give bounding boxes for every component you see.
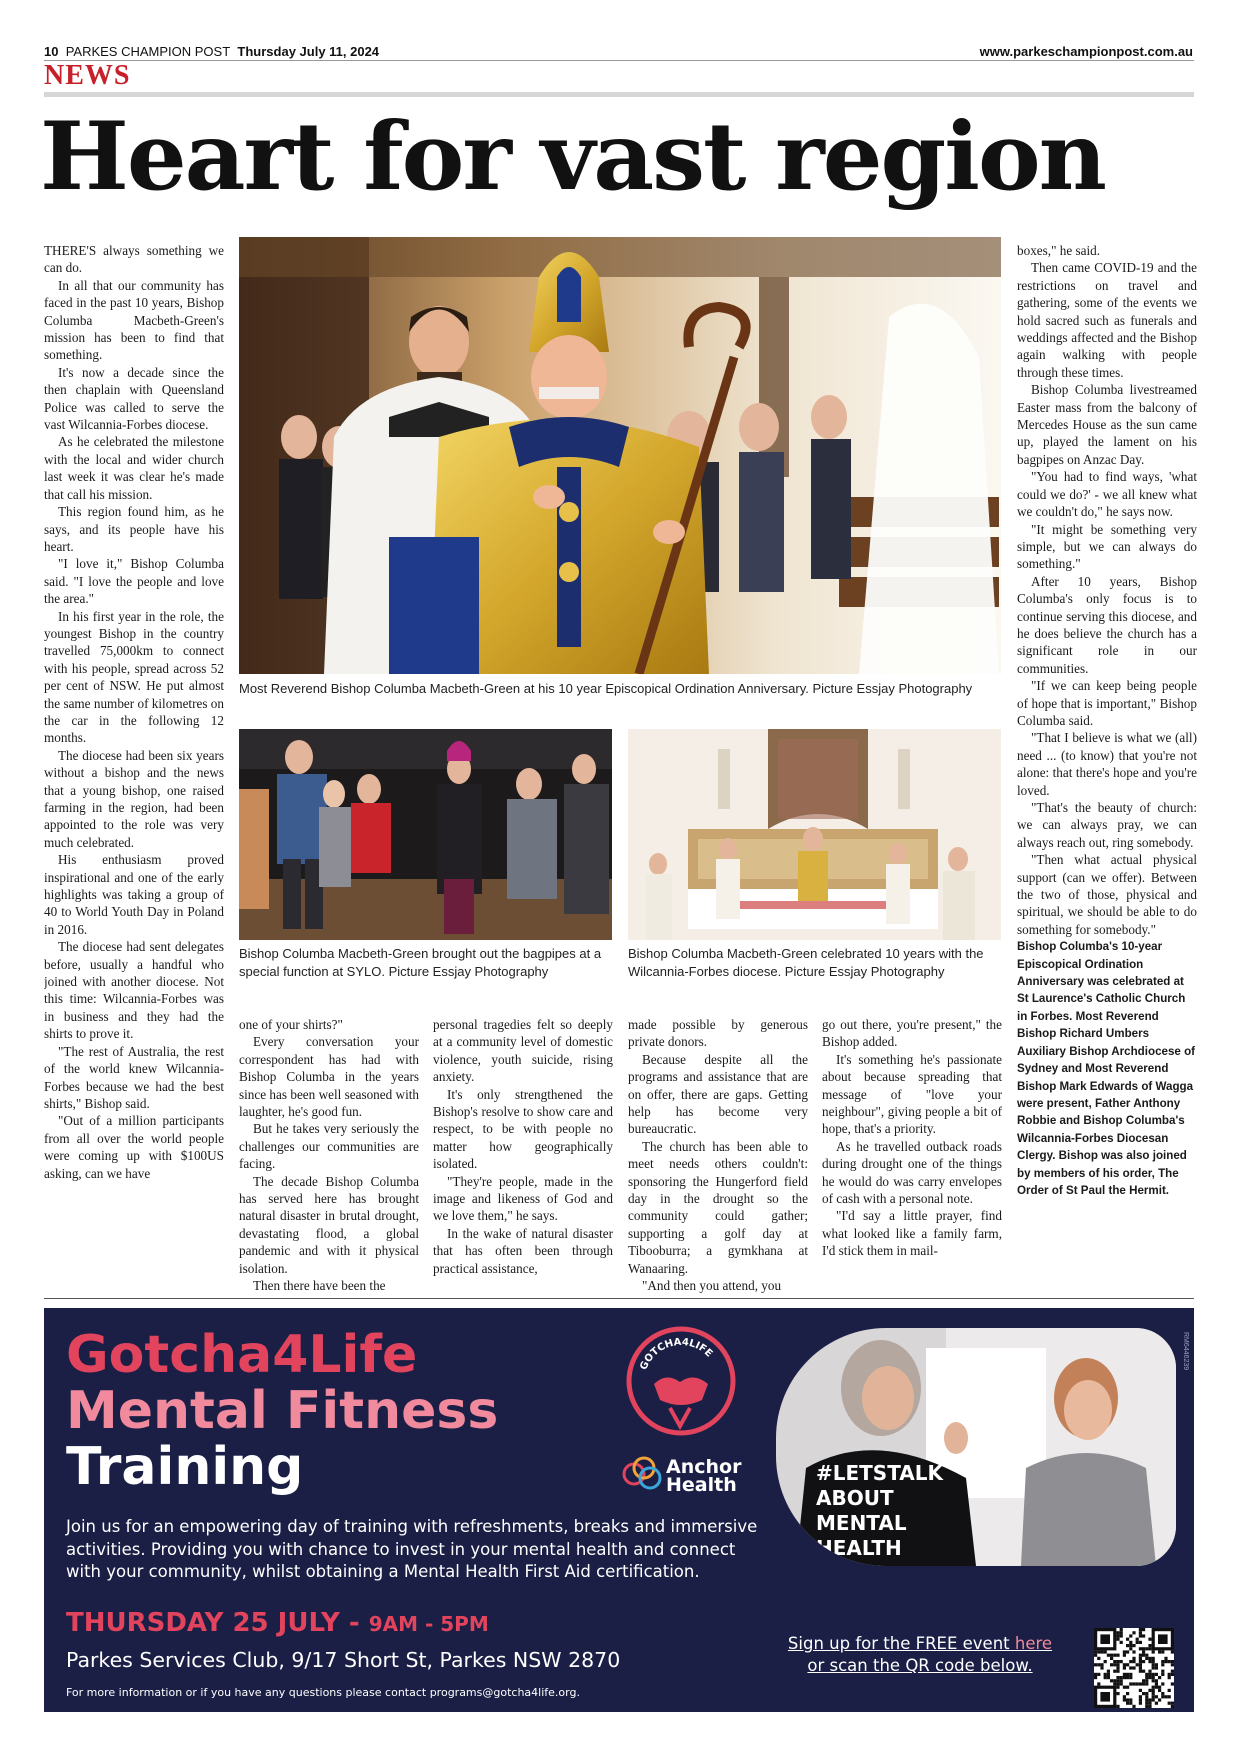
article-paragraph: Because despite all the programs and assistance that are on offer, there are gaps. Getting help has become very bureaucratic.	[628, 1051, 808, 1137]
main-photo-caption: Most Reverend Bishop Columba Macbeth-Green at his 10 year Episcopical Ordination Anniversary. Picture Essjay Photography	[239, 681, 973, 696]
anchor-health-line-2: Health	[666, 1474, 737, 1496]
article-paragraph: made possible by generous private donors.	[628, 1017, 808, 1050]
gotcha4life-advertisement	[44, 1308, 1194, 1712]
anchor-health-logo-icon	[620, 1456, 664, 1492]
signup-here-link[interactable]: here	[1014, 1634, 1053, 1653]
church-altar-image	[628, 729, 1001, 940]
article-paragraph: In his first year in the role, the youngest Bishop in the country travelled 75,000km to connect with his people, spread across 52 per cent of NSW. He put almost the same number of kilometres on the car in the following 12 months.	[44, 608, 224, 746]
article-paragraph: As he travelled outback roads during drought one of the things he would do was carry envelopes of cash with a personal note.	[822, 1138, 1002, 1207]
article-paragraph: It's something he's passionate about because spreading that message of "love your neighbour", giving people a bit of hope, that's a priority.	[822, 1051, 1002, 1137]
article-column-6	[1017, 242, 1197, 1294]
issue-date: Thursday July 11, 2024	[237, 44, 380, 59]
article-paragraph: Bishop Columba livestreamed Easter mass from the balcony of Mercedes House as the sun came up, played the lament on his bagpipes on Anzac Day.	[1017, 382, 1197, 467]
shirt-line-4: HEALTH	[816, 1536, 902, 1560]
signup-text: Sign up for the FREE event	[787, 1634, 1015, 1653]
article-paragraph: "The rest of Australia, the rest of the world knew Wilcannia-Forbes because we had the best shirts," Bishop said.	[44, 1043, 224, 1111]
article-paragraph: But he takes very seriously the challenges our communities are facing.	[239, 1121, 419, 1172]
main-photo	[239, 237, 1001, 674]
article-paragraph: THERE'S always something we can do.	[44, 243, 224, 276]
shirt-line-2: ABOUT	[816, 1486, 894, 1510]
article-paragraph: boxes," he said.	[1017, 243, 1101, 258]
shirt-line-1: #LETSTALK	[816, 1461, 944, 1485]
page-header	[44, 44, 379, 59]
article-paragraph: After 10 years, Bishop Columba's only focus is to continue serving this diocese, and he does believe the church has a significant role in our communities.	[1017, 573, 1197, 676]
website-url: www.parkeschampionpost.com.au	[979, 44, 1193, 59]
ad-title-line-1: Gotcha4Life	[66, 1325, 418, 1385]
sidebar-note: Bishop Columba's 10-year Episcopical Ordination Anniversary was celebrated at St Laurence's Catholic Church in Forbes. Most Reverend Bishop Richard Umbers Auxiliary Bishop Archdiocese of Sydney and Most Reverend Bishop Mark Edwards of Wagga were present, Father Anthony Robbie and Bishop Columba's Wilcannia-Forbes Diocesan Clergy. Bishop was also joined by members of his order, The Order of St Paul the Hermit.	[1017, 940, 1196, 1197]
event-date	[66, 1608, 489, 1638]
article-paragraph: one of your shirts?"	[239, 1017, 343, 1032]
event-day: THURSDAY 25 JULY -	[66, 1608, 369, 1638]
mental-health-training-image	[776, 1328, 1176, 1566]
altar-photo-caption: Bishop Columba Macbeth-Green celebrated 10 years with the Wilcannia-Forbes diocese. Picture Essjay Photography	[628, 946, 984, 979]
article-column-5	[822, 1016, 1002, 1296]
header-rule	[44, 60, 1194, 61]
anchor-health-wordmark	[666, 1458, 741, 1494]
article-paragraph: personal tragedies felt so deeply at a community level of domestic violence, youth suicide, rising anxiety.	[433, 1017, 613, 1085]
event-venue: Parkes Services Club, 9/17 Short St, Parkes NSW 2870	[66, 1648, 621, 1672]
article-paragraph: "That I believe is what we (all) need ... (to know) that you're not alone: that there's hope and you're loved.	[1017, 730, 1197, 798]
article-paragraph: As he celebrated the milestone with the local and wider church last week it was clear he's made that call his mission.	[44, 434, 224, 502]
anchor-health-line-1: Anchor	[666, 1456, 742, 1478]
article-paragraph: The church has been able to meet needs others couldn't: sponsoring the Hungerford field day in the drought so the community could gather; supporting a golf day at Tibooburra; a gymkhana at Wanaaring.	[628, 1138, 808, 1276]
altar-photo	[628, 729, 1001, 940]
article-paragraph: "It might be something very simple, but we can always do something."	[1017, 521, 1197, 572]
ad-title-line-3: Training	[66, 1437, 304, 1497]
article-paragraph: "And then you attend, you	[642, 1278, 782, 1294]
qr-code-icon[interactable]	[1094, 1628, 1174, 1708]
article-paragraph: His enthusiasm proved inspirational and one of the early highlights was taking a group of 40 to World Youth Day in Poland in 2016.	[44, 852, 224, 937]
article-paragraph: Then came COVID-19 and the restrictions on travel and gathering, some of the events we hold sacred such as funerals and weddings affected and the Bishop again walking with people through these times.	[1017, 260, 1197, 380]
article-paragraph: It's now a decade since the then chaplain with Queensland Police was called to serve the vast Wilcannia-Forbes diocese.	[44, 364, 224, 433]
article-paragraph: "If we can keep being people of hope that is important," Bishop Columba said.	[1017, 678, 1197, 728]
signup-link[interactable]	[770, 1633, 1070, 1677]
logo-arc-text: GOTCHA4LIFE	[638, 1336, 715, 1372]
article-paragraph: It's only strengthened the Bishop's resolve to show care and respect, to be with people no matter how geographically isolated.	[433, 1086, 613, 1172]
article-paragraph: The decade Bishop Columba has served here has brought natural disaster in brutal drought, devastating flood, a global pandemic and with it physical isolation.	[239, 1173, 419, 1276]
shirt-line-3: MENTAL	[816, 1511, 907, 1535]
publication-name: PARKES CHAMPION POST	[65, 44, 231, 59]
gotcha4life-logo-icon	[622, 1322, 740, 1440]
bagpipes-photo-caption: Bishop Columba Macbeth-Green brought out the bagpipes at a special function at SYLO. Picture Essjay Photography	[239, 946, 602, 979]
article-paragraph: In the wake of natural disaster that has often been through practical assistance,	[433, 1225, 613, 1276]
function-crowd-image	[239, 729, 612, 940]
ad-photo	[776, 1328, 1176, 1566]
section-rule	[44, 92, 1194, 97]
article-paragraph: "I'd say a little prayer, find what looked like a family farm, I'd stick them in mail-	[822, 1208, 1002, 1259]
article-paragraph: "They're people, made in the image and likeness of God and we love them," he says.	[433, 1173, 613, 1224]
article-paragraph: This region found him, as he says, and its people have his heart.	[44, 504, 224, 554]
article-paragraph: "Then what actual physical support (can we offer). Between the two of those, physical and spiritual, we should be able to do something for somebody."	[1017, 852, 1197, 937]
article-paragraph: Then there have been the	[253, 1278, 386, 1294]
ad-description: Join us for an empowering day of training with refreshments, breaks and immersive activities. Providing you with chance to invest in your mental health and connect with your community, whilst obtaining a Mental Health First Aid certification.	[66, 1517, 758, 1581]
page-number: 10	[44, 44, 59, 59]
article-column-3	[433, 1016, 613, 1296]
article-paragraph: The diocese had sent delegates before, usually a handful who joined with another diocese. Not this time: Wilcannia-Forbes was in business and they had the shirts to prove it.	[44, 939, 224, 1042]
article-column-2	[239, 1016, 419, 1296]
event-time: 9AM - 5PM	[368, 1612, 489, 1636]
article-paragraph: "Out of a million participants from all over the world people were coming up with $100US asking, can we have	[44, 1113, 224, 1181]
article-paragraph: go out there, you're present," the Bishop added.	[822, 1017, 1002, 1050]
article-paragraph: In all that our community has faced in the past 10 years, Bishop Columba Macbeth-Green's mission has been to find that something.	[44, 277, 224, 363]
bishop-ceremony-image	[239, 237, 1001, 674]
ad-code-wrap	[1182, 1332, 1192, 1392]
article-paragraph: "You had to find ways, 'what could we do?' - we all knew what we couldn't do," he says now.	[1017, 469, 1197, 520]
article-paragraph: "That's the beauty of church: we can always pray, we can always reach out, ring somebody.	[1017, 800, 1197, 850]
article-column-1	[44, 242, 224, 1292]
contact-info: For more information or if you have any questions please contact programs@gotcha4life.org.	[66, 1686, 580, 1699]
article-paragraph: The diocese had been six years without a bishop and the news that a young bishop, one raised farming in the region, had been appointed to the role was very much celebrated.	[44, 747, 224, 850]
ad-code: RM6446239	[1182, 1332, 1189, 1371]
article-paragraph: "I love it," Bishop Columba said. "I love the people and love the area."	[44, 556, 224, 607]
bagpipes-photo	[239, 729, 612, 940]
article-paragraph: Every conversation your correspondent has had with Bishop Columba in the years since has been well seasoned with laughter, he's good fun.	[239, 1034, 419, 1120]
ad-divider	[44, 1298, 1194, 1299]
ad-title-line-2: Mental Fitness	[66, 1381, 499, 1441]
scan-qr-text: or scan the QR code below.	[807, 1656, 1033, 1675]
section-label: NEWS	[44, 60, 131, 91]
headline: Heart for vast region	[40, 102, 1105, 212]
article-column-4	[628, 1016, 808, 1296]
